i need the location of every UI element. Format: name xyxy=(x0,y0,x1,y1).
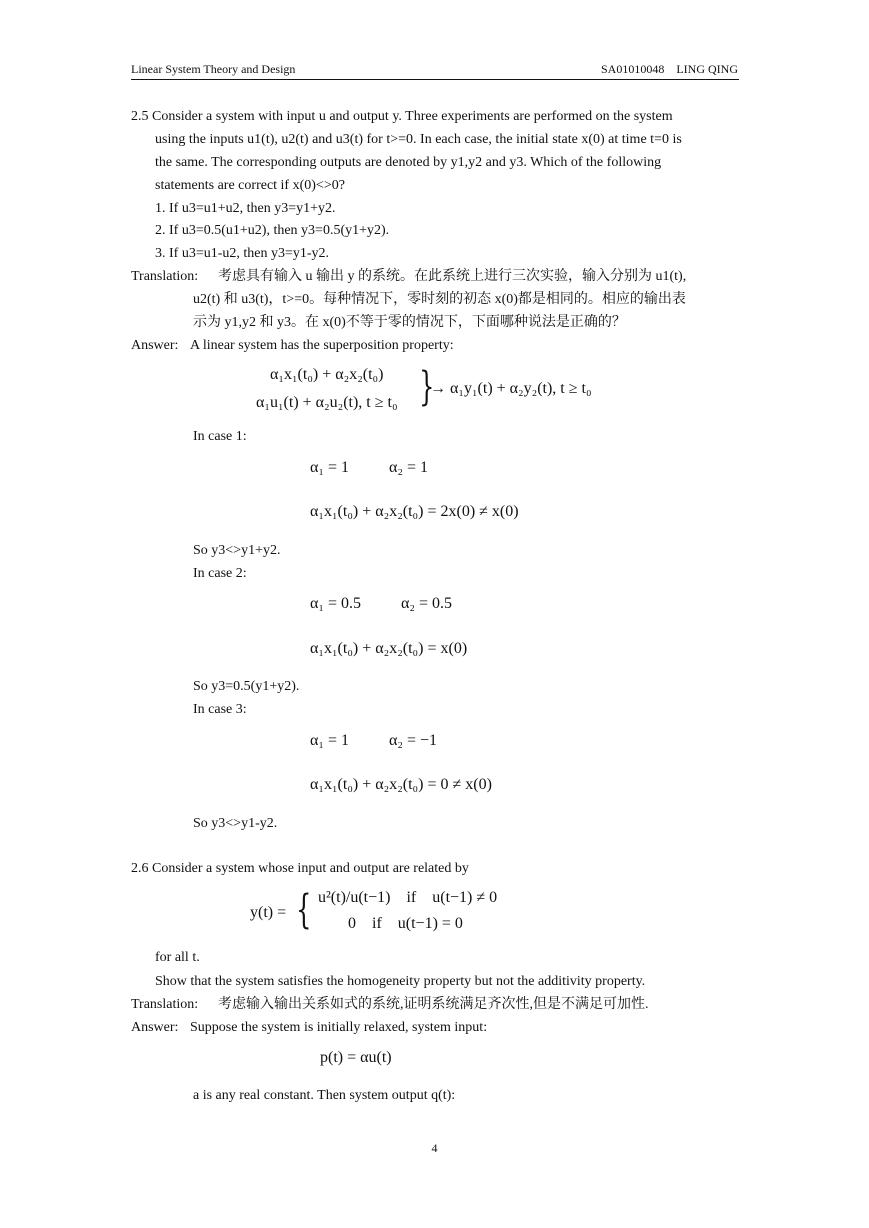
case-3-conclusion: So y3<>y1-y2. xyxy=(193,816,278,831)
case-3-alphas: α₁ = 1 α₂ = −1 xyxy=(310,732,437,749)
answer-text: A linear system has the superposition property: xyxy=(190,338,454,353)
case-2-initial-state: α₁x₁(t₀) + α₂x₂(t₀) = x(0) xyxy=(310,640,468,657)
superposition-eq-initial: α₁x₁(t₀) + α₂x₂(t₀) xyxy=(270,366,384,383)
input-equation: p(t) = αu(t) xyxy=(320,1049,392,1066)
translation-label: Translation: xyxy=(131,269,199,284)
page-number: 4 xyxy=(431,1141,438,1155)
answer-text: Suppose the system is initially relaxed, system input: xyxy=(190,1020,488,1035)
problem-2-6-task: Show that the system satisfies the homogeneity property but not the additivity property. xyxy=(155,974,646,989)
problem-2-5-line-1: 2.5 Consider a system with input u and output y. Three experiments are performed on the system xyxy=(131,109,673,124)
case-1-conclusion: So y3<>y1+y2. xyxy=(193,543,281,558)
translation-text: 考虑输入输出关系如式的系统,证明系统满足齐次性,但是不满足可加性. xyxy=(218,997,649,1012)
list-item: 1. If u3=u1+u2, then y3=y1+y2. xyxy=(155,201,336,216)
case-3-label: In case 3: xyxy=(193,702,247,717)
case-1-initial-state: α₁x₁(t₀) + α₂x₂(t₀) = 2x(0) ≠ x(0) xyxy=(310,503,519,520)
case-2-label: In case 2: xyxy=(193,566,247,581)
header-author: SA01010048 LING QING xyxy=(601,62,738,76)
superposition-eq-output: → α₁y₁(t) + α₂y₂(t), t ≥ t₀ xyxy=(430,380,592,397)
case-1-alphas: α₁ = 1 α₂ = 1 xyxy=(310,459,428,476)
left-brace: { xyxy=(296,887,312,933)
problem-2-5-line-4: statements are correct if x(0)<>0? xyxy=(155,178,345,193)
list-item: 3. If u3=u1-u2, then y3=y1-y2. xyxy=(155,246,330,261)
piecewise-case-1: u²(t)/u(t−1) if u(t−1) ≠ 0 xyxy=(318,889,498,906)
answer-label: Answer: xyxy=(131,338,179,353)
for-all-t: for all t. xyxy=(155,950,200,965)
translation-label: Translation: xyxy=(131,997,199,1012)
translation-line-2: u2(t) 和 u3(t)，t>=0。每种情况下，零时刻的初态 x(0)都是相同的。相应的输出表 xyxy=(193,292,686,307)
case-1-label: In case 1: xyxy=(193,429,247,444)
piecewise-case-2: 0 if u(t−1) = 0 xyxy=(348,915,463,932)
problem-2-6-line-1: 2.6 Consider a system whose input and output are related by xyxy=(131,861,469,876)
list-item: 2. If u3=0.5(u1+u2), then y3=0.5(y1+y2). xyxy=(155,223,390,238)
translation-line-3: 示为 y1,y2 和 y3。在 x(0)不等于零的情况下，下面哪种说法是正确的？ xyxy=(193,315,626,330)
problem-2-5-line-3: the same. The corresponding outputs are denoted by y1,y2 and y3. Which of the following xyxy=(155,155,662,170)
case-2-alphas: α₁ = 0.5 α₂ = 0.5 xyxy=(310,595,452,612)
case-2-conclusion: So y3=0.5(y1+y2). xyxy=(193,679,300,694)
constant-line: a is any real constant. Then system output q(t): xyxy=(193,1088,456,1103)
case-3-initial-state: α₁x₁(t₀) + α₂x₂(t₀) = 0 ≠ x(0) xyxy=(310,776,492,793)
problem-2-5-line-2: using the inputs u1(t), u2(t) and u3(t) for t>=0. In each case, the initial state x(0) at time t=0 is xyxy=(155,132,682,147)
right-brace: } xyxy=(419,364,435,410)
piecewise-lhs: y(t) = xyxy=(250,904,287,921)
superposition-eq-input: α₁u₁(t) + α₂u₂(t), t ≥ t₀ xyxy=(256,394,398,411)
header-title: Linear System Theory and Design xyxy=(131,62,296,76)
header-rule xyxy=(131,79,739,80)
answer-label: Answer: xyxy=(131,1020,179,1035)
translation-line-1: 考虑具有输入 u 输出 y 的系统。在此系统上进行三次实验，输入分别为 u1(t), xyxy=(218,269,687,284)
